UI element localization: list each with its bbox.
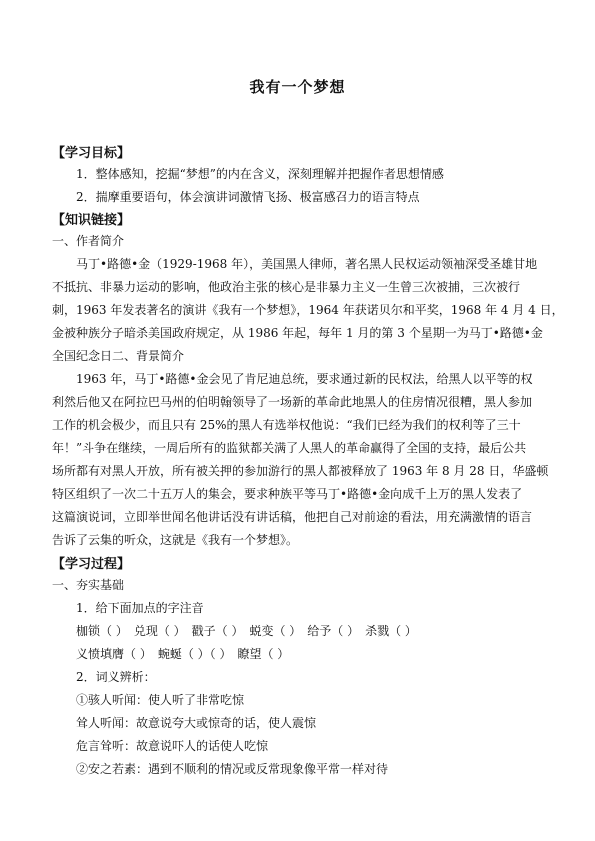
author-line-1: 马丁•路德•金（1929-1968 年），美国黑人律师，著名黑人民权运动领袖深受圣雄甘地: [76, 257, 538, 271]
process-heading: 【学习过程】: [52, 557, 131, 572]
question-2-item-4: ②安之若素：遇到不顺利的情况或反常现象像平常一样对待: [76, 762, 389, 776]
author-line-4: 金被种族分子暗杀美国政府规定，从 1986 年起，每年 1 月的第 3 个星期一为马丁•路德•金: [52, 326, 543, 340]
goal-item-1: 1．整体感知，挖掘“梦想”的内在含义，深刻理解并把握作者思想情感: [76, 167, 444, 181]
background-line-5: 场所都有对黑人开放，所有被关押的参加游行的黑人都被释放了 1963 年 8 月 28 日，华盛顿: [52, 464, 549, 478]
question-1-row-2: 义愤填膺（ ） 蜿蜒（ ）（ ） 瞭望（ ）: [76, 647, 290, 661]
background-line-6: 特区组织了一次二十五万人的集会，要求种族平等马丁•路德•金向成千上万的黑人发表了: [52, 487, 523, 501]
background-line-7: 这篇演说词，立即举世闻名他讲话没有讲话稿，他把自己对前途的看法，用充满激情的语言: [52, 510, 533, 524]
author-line-2: 不抵抗、非暴力运动的影响，他政治主张的核心是非暴力主义一生曾三次被捕，三次被行: [52, 280, 521, 294]
background-line-4: 年！”斗争在继续，一周后所有的监狱都关满了人黑人的革命赢得了全国的支持，最后公共: [52, 441, 527, 455]
question-2-item-3: 危言耸听：故意说吓人的话使人吃惊: [76, 739, 269, 753]
author-line-5: 全国纪念日二、背景简介: [52, 349, 185, 363]
background-line-1: 1963 年，马丁•路德•金会见了肯尼迪总统，要求通过新的民权法，给黑人以平等的权: [76, 372, 533, 386]
goal-item-2: 2．揣摩重要语句，体会演讲词激情飞扬、极富感召力的语言特点: [76, 190, 420, 204]
author-line-3: 刺，1963 年发表著名的演讲《我有一个梦想》，1964 年获诺贝尔和平奖，1968 年 4 月 4 日，: [52, 303, 564, 317]
background-line-2: 利然后他又在阿拉巴马州的伯明翰领导了一场新的革命此地黑人的住房情况很糟，黑人参加: [52, 395, 533, 409]
question-2-label: 2．词义辨析：: [76, 670, 156, 684]
question-2-item-1: ①骇人听闻：使人听了非常吃惊: [76, 693, 245, 707]
background-line-3: 工作的机会极少，而且只有 25%的黑人有选举权他说：“我们已经为我们的权利等了三十: [52, 418, 521, 432]
goals-heading: 【学习目标】: [52, 146, 131, 161]
author-subheading: 一、作者简介: [52, 234, 125, 248]
process-subheading: 一、夯实基础: [52, 578, 125, 592]
knowledge-heading: 【知识链接】: [52, 213, 131, 228]
question-1-label: 1．给下面加点的字注音: [76, 601, 204, 615]
question-1-row-1: 枷锁（ ） 兑现（ ） 戳子（ ） 蜕变（ ） 给予（ ） 杀戮（ ）: [76, 624, 417, 638]
question-2-item-2: 耸人听闻：故意说夸大或惊奇的话，使人震惊: [76, 716, 317, 730]
page-title: 我有一个梦想: [249, 78, 346, 96]
background-line-8: 告诉了云集的听众，这就是《我有一个梦想》。: [52, 533, 299, 547]
